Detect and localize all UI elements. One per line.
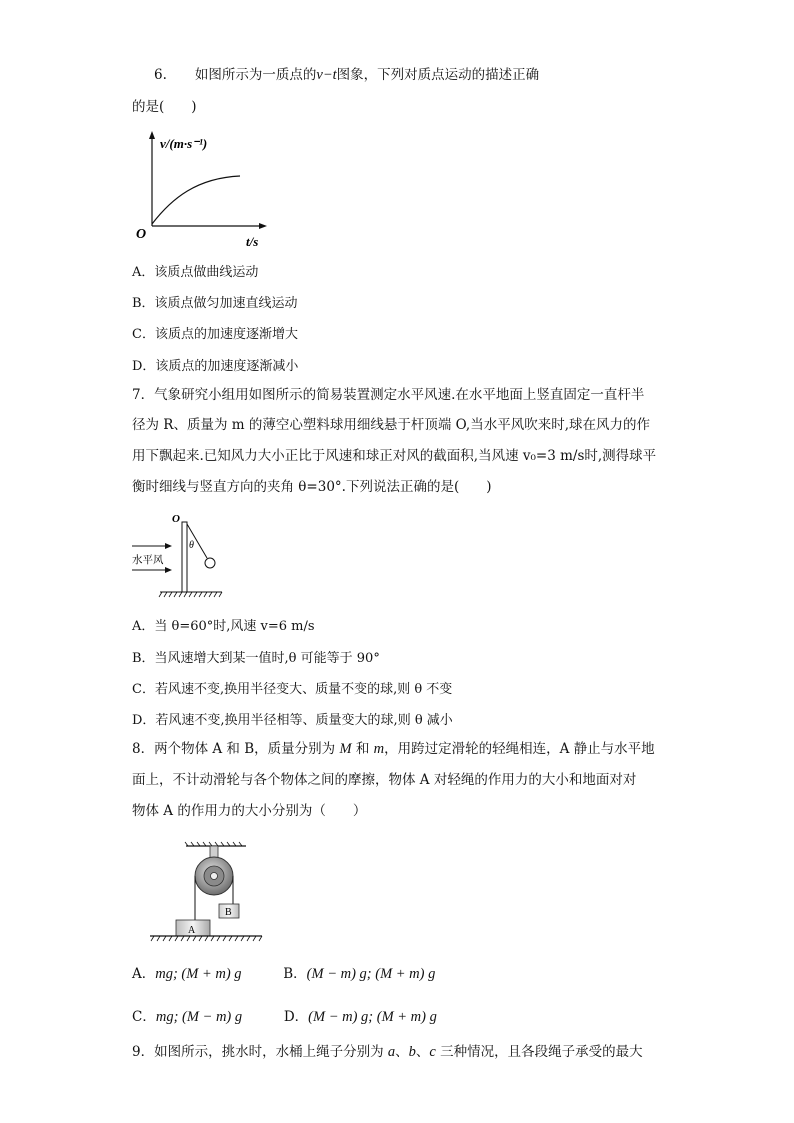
q8-option-b-value: (M − m) g; (M + m) g: [306, 966, 436, 982]
q9-text-2: 三种情况，且各段绳子承受的最大: [435, 1044, 643, 1060]
q8-option-c-letter: C．: [132, 1009, 156, 1025]
pole: [182, 522, 187, 592]
graph-origin: O: [136, 227, 147, 242]
q7-option-a: A．当 θ=60°时,风速 v=6 m/s: [132, 619, 315, 634]
q6-stem-text-2: 图象，下列对质点运动的描述正确: [336, 67, 540, 83]
q6-vt-graph: [132, 128, 282, 253]
q9-var-b: b: [408, 1044, 416, 1060]
q8-option-a-value: mg; (M + m) g: [155, 966, 242, 982]
q9-var-c: c: [429, 1044, 436, 1060]
q8-option-row-2: [132, 1005, 437, 1026]
q6-option-d: D．该质点的加速度逐渐减小: [132, 359, 299, 374]
q6-stem-text: 如图所示为一质点的: [194, 67, 317, 83]
graph-xlabel: t/s: [246, 234, 259, 249]
ground-hatch: [159, 592, 222, 597]
q8-mass-m-lower: m: [373, 741, 385, 757]
q7-stem-line3: 用下飘起来.已知风力大小正比于风速和球正对风的截面积,当风速 v₀=3 m/s时,测得球平: [132, 448, 657, 464]
graph-ylabel: v/(m·s⁻¹): [160, 136, 208, 151]
label-a: A: [188, 925, 196, 936]
q7-stem-line2: 径为 R、质量为 m 的薄空心塑料球用细线悬于杆顶端 O,当水平风吹来时,球在风力的作: [132, 417, 650, 433]
q8-stem-line2: 面上，不计动滑轮与各个物体之间的摩擦，物体 A 对轻绳的作用力的大小和地面对对: [132, 772, 637, 788]
label-o: O: [172, 513, 180, 525]
label-theta: θ: [189, 540, 194, 551]
q9-sep-1: 、: [395, 1044, 409, 1060]
q8-option-a-letter: A．: [132, 966, 156, 982]
q6-option-a: A．该质点做曲线运动: [132, 265, 259, 280]
q8-option-d-letter: D．: [283, 1009, 309, 1025]
q9-stem-line1: [132, 1043, 643, 1061]
q7-option-c: C．若风速不变,换用半径变大、质量不变的球,则 θ 不变: [132, 682, 453, 697]
floor-hatch: [151, 936, 262, 941]
v-axis-arrow: [149, 131, 155, 139]
q7-stem-line1: 7．气象研究小组用如图所示的简易装置测定水平风速.在水平地面上竖直固定一直杆半: [132, 387, 645, 403]
q9-sep-2: 、: [415, 1044, 430, 1060]
q7-wind-figure: [130, 508, 230, 600]
q6-option-b: B．该质点做匀加速直线运动: [132, 296, 298, 311]
q7-stem-line4: 衡时细线与竖直方向的夹角 θ=30°.下列说法正确的是( ): [132, 479, 492, 495]
q7-option-d: D．若风速不变,换用半径相等、质量变大的球,则 θ 减小: [132, 713, 453, 728]
q8-option-b-letter: B．: [283, 966, 307, 982]
q8-option-c-value: mg; (M − m) g: [155, 1009, 243, 1025]
q8-option-d-value: (M − m) g; (M + m) g: [308, 1009, 437, 1025]
q6-number: 6.: [154, 67, 167, 83]
vt-curve: [152, 176, 240, 224]
q8-text-1: 8．两个物体 A 和 B，质量分别为: [132, 741, 340, 757]
q6-option-c: C．该质点的加速度逐渐增大: [132, 327, 298, 342]
q8-mass-m-upper: M: [339, 741, 352, 757]
q8-stem-line3: 物体 A 的作用力的大小分别为（ ）: [132, 803, 367, 819]
q7-option-b: B．当风速增大到某一值时,θ 可能等于 90°: [132, 651, 380, 666]
q9-text-1: 9．如图所示，挑水时，水桶上绳子分别为: [132, 1044, 388, 1060]
q6-stem-math: v−t: [316, 67, 337, 83]
t-axis-arrow: [259, 223, 267, 229]
q8-text-3: ，用跨过定滑轮的轻绳相连，A 静止与水平地: [384, 741, 655, 757]
label-b: B: [225, 907, 232, 918]
q8-text-2: 和: [351, 741, 374, 757]
q8-stem-line1: [132, 740, 655, 758]
q9-var-a: a: [387, 1044, 396, 1060]
ball: [205, 558, 215, 568]
q8-pulley-figure: [148, 842, 264, 944]
q8-option-row-1: [132, 962, 435, 983]
q6-stem-line1: [132, 66, 539, 84]
label-wind: 水平风: [132, 555, 164, 566]
q6-stem-line2: 的是( ): [132, 99, 197, 115]
